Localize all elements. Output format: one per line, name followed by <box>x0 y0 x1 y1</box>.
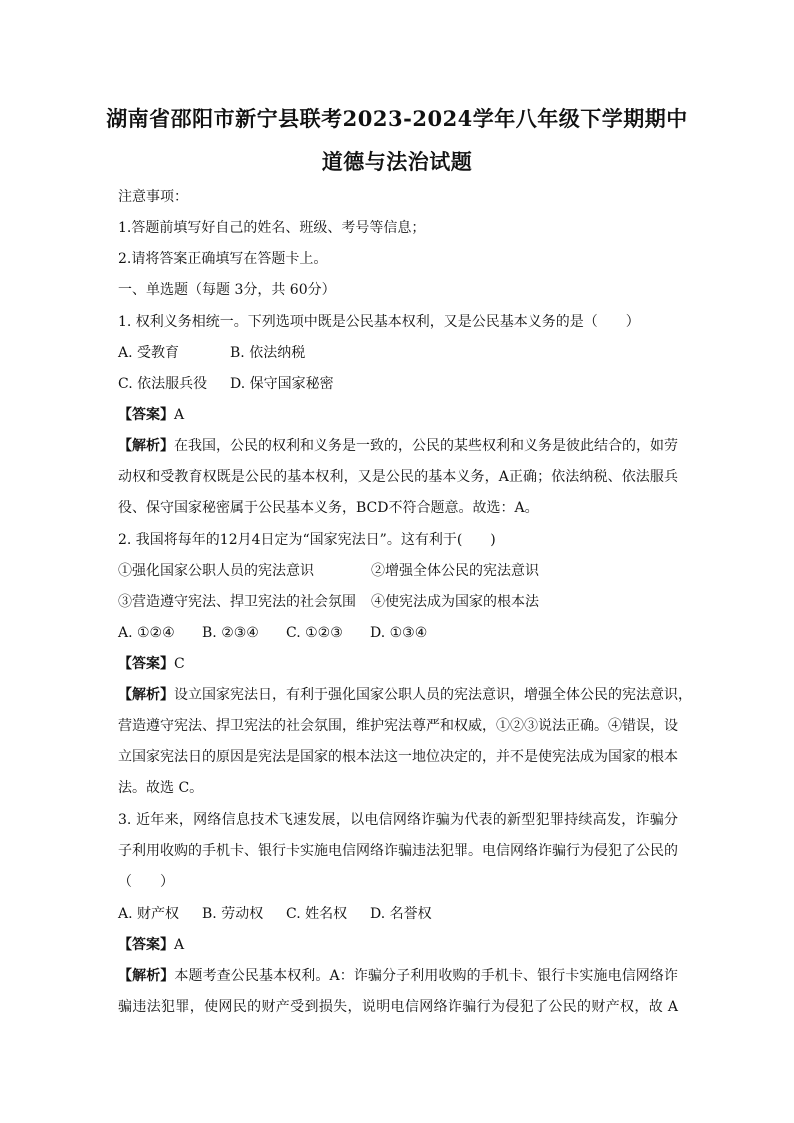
analysis-text: 设立国家宪法日，有利于强化国家公职人员的宪法意识，增强全体公民的宪法意识， <box>174 687 692 703</box>
question-2-option-d: D. ①③④ <box>370 625 428 641</box>
question-1-option-a: A. 受教育 <box>118 345 180 361</box>
question-2-option-c: C. ①②③ <box>286 625 343 641</box>
question-3-option-b: B. 劳动权 <box>202 906 264 922</box>
question-2-statement-3: ③营造遵守宪法、捍卫宪法的社会氛围 <box>118 594 356 610</box>
answer-tag: 【答案】 <box>118 937 174 953</box>
question-2-option-b: B. ②③④ <box>202 625 259 641</box>
question-3-option-a: A. 财产权 <box>118 906 180 922</box>
question-2-analysis-line: 法。故选 C。 <box>118 780 204 796</box>
question-1-analysis-line: 动权和受教育权既是公民的基本权利，又是公民的基本义务，A正确；依法纳税、依法服兵 <box>118 469 678 485</box>
question-3-option-c: C. 姓名权 <box>286 906 348 922</box>
exam-title-line-2: 道德与法治试题 <box>321 149 473 174</box>
analysis-tag: 【解析】 <box>118 438 174 454</box>
question-1-analysis-line <box>118 436 678 456</box>
question-2-stem: 2. 我国将每年的12月4日定为“国家宪法日”。这有利于( ) <box>118 532 496 548</box>
question-3-analysis-line: 骗违法犯罪，使网民的财产受到损失，说明电信网络诈骗行为侵犯了公民的财产权，故 A <box>118 999 678 1015</box>
question-1-option-c: C. 依法服兵役 <box>118 376 208 392</box>
question-1-answer <box>118 405 678 425</box>
answer-value: C <box>174 656 185 672</box>
exam-title-line-1: 湖南省邵阳市新宁县联考2023-2024学年八年级下学期期中 <box>106 106 688 131</box>
question-2-answer <box>118 654 678 674</box>
analysis-tag: 【解析】 <box>118 968 175 984</box>
question-2-statement-2: ②增强全体公民的宪法意识 <box>371 563 539 579</box>
notes-heading: 注意事项： <box>118 189 188 205</box>
question-1-stem: 1. 权利义务相统一。下列选项中既是公民基本权利，又是公民基本义务的是（ ） <box>118 314 640 330</box>
question-2-option-a: A. ①②④ <box>118 625 175 641</box>
question-1-option-d: D. 保守国家秘密 <box>230 376 334 392</box>
question-2-statement-4: ④使宪法成为国家的根本法 <box>371 594 539 610</box>
notes-item-1: 1.答题前填写好自己的姓名、班级、考号等信息； <box>118 220 426 236</box>
answer-tag: 【答案】 <box>118 656 174 672</box>
answer-value: A <box>174 937 185 953</box>
question-1-analysis-line: 役、保守国家秘密属于公民基本义务，BCD不符合题意。故选：A。 <box>118 500 539 516</box>
answer-value: A <box>174 407 185 423</box>
question-3-option-d: D. 名誉权 <box>370 906 432 922</box>
question-3-stem-line: 子利用收购的手机卡、银行卡实施电信网络诈骗违法犯罪。电信网络诈骗行为侵犯了公民的 <box>118 843 678 859</box>
analysis-text: 本题考查公民基本权利。A：诈骗分子利用收购的手机卡、银行卡实施电信网络诈 <box>174 968 679 984</box>
question-3-analysis-line <box>118 966 678 986</box>
analysis-text: 在我国，公民的权利和义务是一致的，公民的某些权利和义务是彼此结合的，如劳 <box>174 438 678 454</box>
question-2-analysis-line: 立国家宪法日的原因是宪法是国家的根本法这一地位决定的，并不是使宪法成为国家的根本 <box>118 749 678 765</box>
question-1-option-b: B. 依法纳税 <box>230 345 306 361</box>
question-2-analysis-line: 营造遵守宪法、捍卫宪法的社会氛围，维护宪法尊严和权威，①②③说法正确。④错误，设 <box>118 718 678 734</box>
section-heading: 一、单选题（每题 3分，共 60分） <box>118 282 336 298</box>
question-3-stem-line: （ ） <box>118 874 174 890</box>
answer-tag: 【答案】 <box>118 407 174 423</box>
question-2-analysis-line <box>118 685 692 705</box>
question-3-answer <box>118 935 678 955</box>
analysis-tag: 【解析】 <box>118 687 174 703</box>
question-2-statement-1: ①强化国家公职人员的宪法意识 <box>118 563 314 579</box>
question-3-stem-line: 3. 近年来，网络信息技术飞速发展，以电信网络诈骗为代表的新型犯罪持续高发，诈骗分 <box>118 812 678 828</box>
notes-item-2: 2.请将答案正确填写在答题卡上。 <box>118 251 328 267</box>
